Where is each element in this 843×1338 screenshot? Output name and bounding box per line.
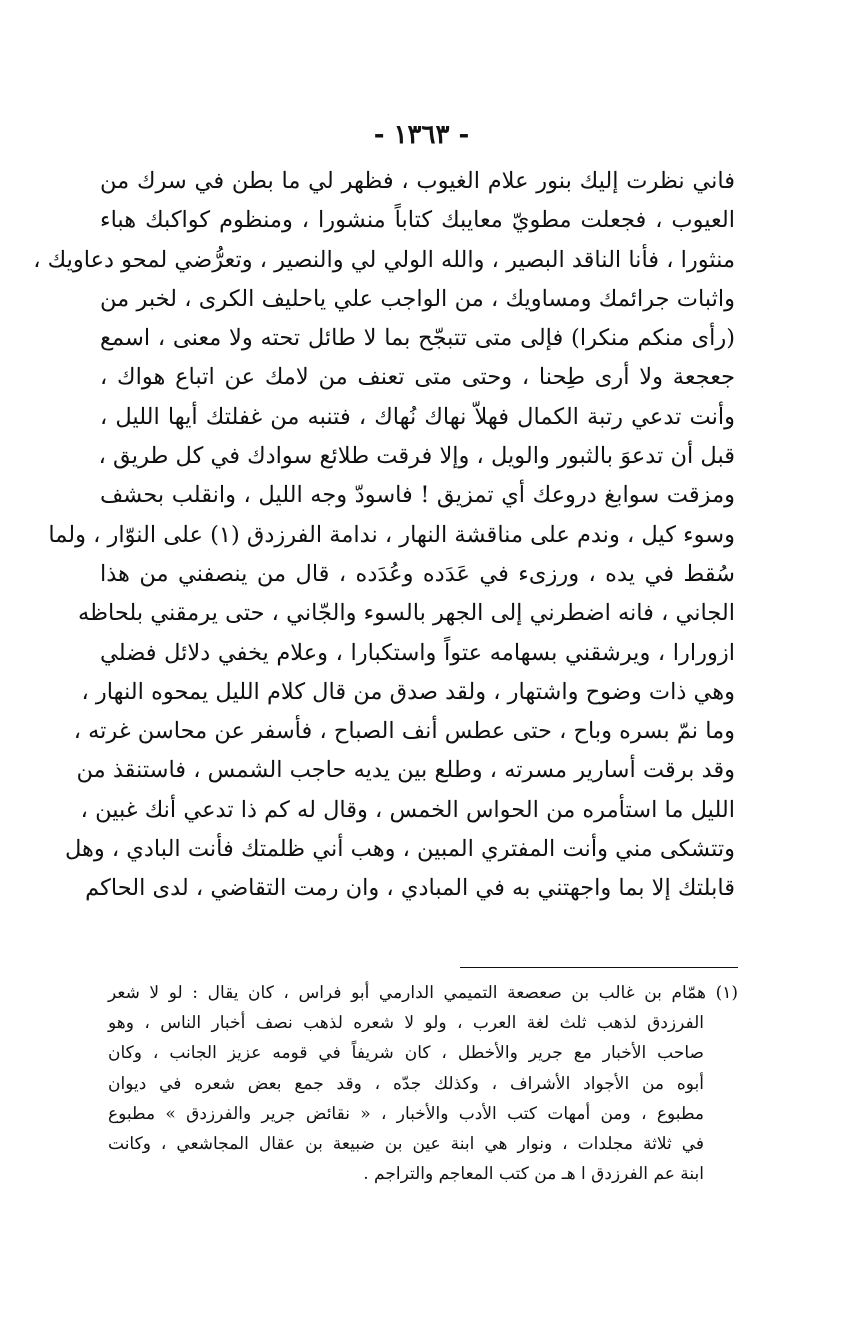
body-line: ازورارا ، ويرشقني بسهامه عتواً واستكبارا ، وعلام يخفي دلائل فضلي — [100, 639, 735, 666]
body-line: وتتشكى مني وأنت المفتري المبين ، وهب أني ظلمتك فأنت البادي ، وهل — [64, 836, 735, 863]
footnote — [108, 978, 738, 1189]
body-line: قبل أن تدعوَ بالثبور والويل ، وإلا فرقت طلائع سوادك في كل طريق ، — [98, 443, 735, 470]
body-line: وأنت تدعي رتبة الكمال فهلاّ نهاك نُهاك ، فتنبه من غفلتك أيها الليل ، — [100, 403, 735, 430]
footnote-divider — [460, 967, 738, 968]
page-number: - ١٣٦٣ - — [373, 120, 470, 150]
body-line: وما نمّ بسره وباح ، حتى عطس أنف الصباح ، فأسفر عن محاسن غرته ، — [73, 718, 735, 745]
body-line: سُقط في يده ، ورزىء في عَدَده وعُدَده ، قال من ينصفني من هذا — [100, 560, 735, 587]
body-line: وهي ذات وضوح واشتهار ، ولقد صدق من قال كلام الليل يمحوه النهار ، — [81, 678, 735, 705]
footnote-line: الفرزدق لذهب ثلث لغة العرب ، ولو لا شعره لذهب نصف أخبار الناس ، وهو — [108, 1013, 704, 1034]
body-line: ومزقت سوابغ دروعك أي تمزيق ! فاسودّ وجه الليل ، وانقلب بحشف — [100, 482, 735, 509]
body-line: واثبات جرائمك ومساويك ، من الواجب علي ياحليف الكرى ، لخبر من — [100, 285, 735, 312]
body-line: الجاني ، فانه اضطرني إلى الجهر بالسوء والجّاني ، حتى يرمقني بلحاظه — [78, 600, 735, 627]
body-line: الليل ما استأمره من الحواس الخمس ، وقال له كم ذا تدعي أنك غبين ، — [80, 796, 735, 823]
footnote-line: مطبوع ، ومن أمهات كتب الأدب والأخبار ، « نقائض جرير والفرزدق » مطبوع — [108, 1103, 704, 1124]
footnote-line: ابنة عم الفرزدق ا هـ من كتب المعاجم والتراجم . — [363, 1164, 704, 1185]
body-line: فاني نظرت إليك بنور علام الغيوب ، فظهر لي ما بطن في سرك من — [100, 168, 735, 194]
body-line: وقد برقت أسارير مسرته ، وطلع بين يديه حاجب الشمس ، فاستنقذ من — [76, 757, 735, 784]
body-line: جعجعة ولا أرى طِحنا ، وحتى متى تعنف من لامك عن اتباع هواك ، — [100, 364, 735, 391]
body-line: العيوب ، فجعلت مطويّ معايبك كتاباً منشورا ، ومنظوم كواكبك هباء — [100, 207, 735, 234]
body-line: منثورا ، فأنا الناقد البصير ، والله الولي لي والنصير ، وتعرُّضي لمحو دعاويك ، — [33, 246, 735, 273]
footnote-line: في ثلاثة مجلدات ، ونوار هي ابنة عين بن ضبيعة بن عقال المجاشعي ، وكانت — [108, 1134, 704, 1155]
footnote-line: (١) همّام بن غالب بن صعصعة التميمي الدارمي أبو فراس ، كان يقال : لو لا شعر — [108, 983, 738, 1003]
body-line: (رأى منكم منكرا) فإلى متى تتبجّح بما لا طائل تحته ولا معنى ، اسمع — [100, 325, 735, 352]
footnote-line: أبوه من الأجواد الأشراف ، وكذلك جدّه ، وقد جمع بعض شعره في ديوان — [108, 1073, 704, 1094]
body-line: وسوء كيل ، وندم على مناقشة النهار ، ندامة الفرزدق (١) على النوّار ، ولما — [48, 521, 735, 548]
footnote-line: صاحب الأخبار مع جرير والأخطل ، كان شريفاً في قومه عزيز الجانب ، وكان — [108, 1043, 704, 1064]
body-line: قابلتك إلا بما واجهتني به في المبادي ، وان رمت التقاضي ، لدى الحاكم — [85, 875, 735, 902]
body-text — [33, 162, 735, 909]
